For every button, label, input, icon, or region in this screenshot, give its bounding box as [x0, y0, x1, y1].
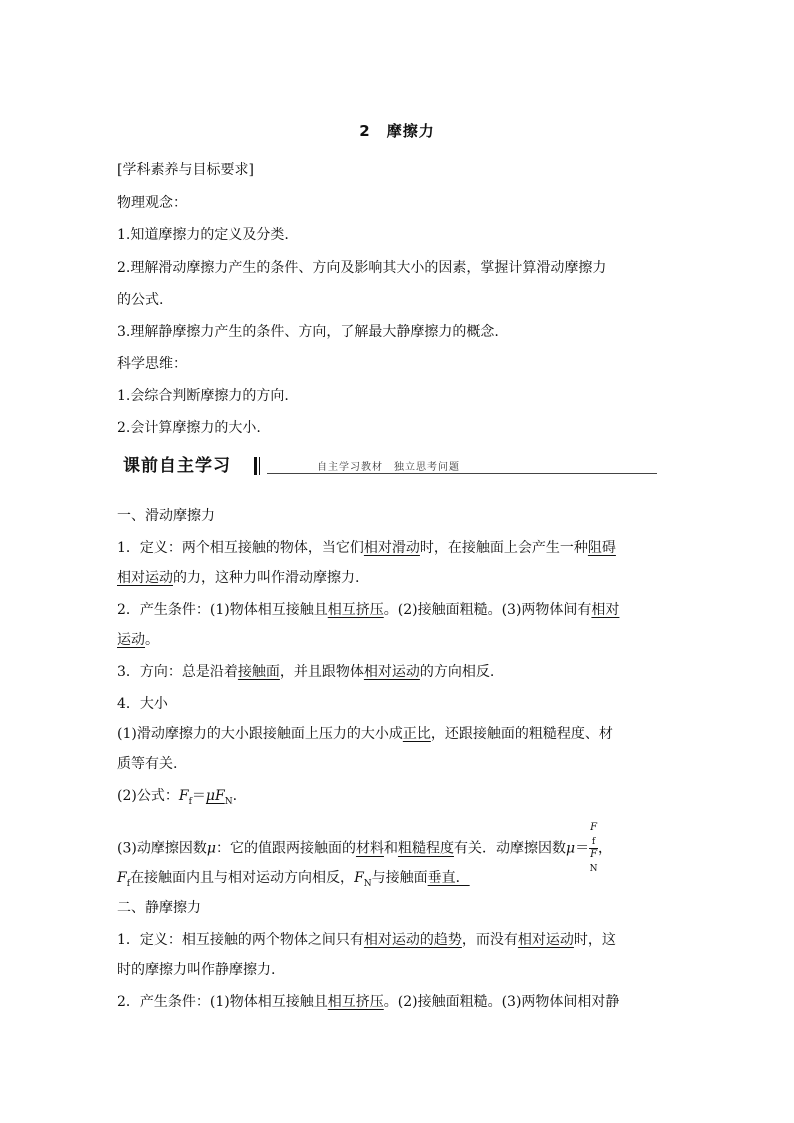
answer-blank: 接触面: [237, 664, 280, 680]
formula-line: [117, 786, 677, 812]
text: ，: [598, 840, 613, 857]
text: ，而没有: [461, 932, 518, 948]
definition-line: [117, 568, 677, 588]
text: 在接触面内且与相对运动方向相反，: [130, 870, 355, 886]
formula-symbol: F: [590, 849, 598, 860]
formula-subscript: f: [126, 878, 131, 889]
formula-subscript: N: [224, 796, 233, 807]
formula-subscript: f: [188, 796, 192, 807]
text: 2．产生条件：(1)物体相互接触且: [117, 994, 328, 1010]
section-heading: 一、滑动摩擦力: [117, 508, 215, 524]
banner-bar: [254, 457, 257, 475]
goal-item: 1.会综合判断摩擦力的方向.: [117, 388, 289, 404]
fraction-numerator: [589, 822, 598, 849]
definition-line: [117, 538, 677, 558]
mu-symbol: μ: [565, 840, 576, 857]
text: 1．定义：两个相互接触的物体，当它们: [117, 540, 364, 556]
formula-symbol: F: [354, 870, 364, 886]
text: ，还跟接触面的粗糙程度、材: [430, 726, 613, 742]
text: 和: [383, 840, 398, 857]
equals-sign: ＝: [191, 788, 206, 804]
section-heading: 二、静摩擦力: [117, 900, 201, 916]
page-title: 2 摩擦力: [359, 122, 435, 140]
goal-item: 1.知道摩擦力的定义及分类.: [117, 227, 289, 243]
answer-blank: 相对运动: [363, 664, 420, 680]
answer-blank: 相对运动的趋势: [363, 932, 462, 948]
text: 时，在接触面上会产生一种: [419, 540, 588, 556]
banner-label: 课前自主学习: [123, 456, 231, 476]
goal-item: 3.理解静摩擦力产生的条件、方向，了解最大静摩擦力的概念.: [117, 324, 499, 340]
answer-blank: 相互挤压: [327, 994, 384, 1010]
physics-concept-label: 物理观念：: [117, 195, 187, 211]
text: (1)滑动摩擦力的大小跟接触面上压力的大小成: [117, 726, 403, 742]
answer-blank: 相对运动: [117, 570, 173, 586]
answer-blank: 材料: [355, 840, 384, 857]
text: 的力，这种力叫作滑动摩擦力.: [173, 570, 360, 586]
formula-subscript: f: [591, 837, 596, 847]
goal-item: 的公式.: [117, 292, 164, 308]
formula-symbol: F: [117, 870, 127, 886]
goals-header: [学科素养与目标要求]: [117, 162, 254, 178]
science-thinking-label: 科学思维：: [117, 356, 187, 372]
size-heading: 4．大小: [117, 696, 168, 712]
goal-item: 2.理解滑动摩擦力产生的条件、方向及影响其大小的因素，掌握计算滑动摩擦力: [117, 260, 607, 276]
text: 3．方向：总是沿着: [117, 664, 238, 680]
text: 有关．动摩擦因数: [453, 840, 566, 857]
text: 1．定义：相互接触的两个物体之间只有: [117, 932, 364, 948]
answer-blank: 正比: [402, 726, 431, 742]
text: 与接触面: [371, 870, 428, 886]
force-note-line: [117, 868, 677, 894]
formula-subscript: N: [589, 864, 598, 874]
text: ：它的值跟两接触面的: [215, 840, 356, 857]
answer-blank: 运动: [117, 632, 145, 648]
answer-blank: 相对: [591, 602, 620, 618]
answer-blank: 相对滑动: [363, 540, 420, 556]
answer-blank: 阻碍: [587, 540, 616, 556]
answer-blank: 粗糙程度: [397, 840, 454, 857]
text: (2)公式：: [117, 788, 179, 804]
text: 2．产生条件：(1)物体相互接触且: [117, 602, 328, 618]
banner-bar-thin: [259, 457, 260, 475]
formula-subscript: N: [363, 878, 372, 889]
answer-blank: 垂直．: [427, 870, 470, 886]
answer-blank: 相互挤压: [327, 602, 384, 618]
formula-symbol: F: [178, 788, 189, 804]
text: ，并且跟物体: [279, 664, 364, 680]
text: .: [232, 788, 238, 804]
section-banner: [117, 455, 657, 477]
formula-symbol: μF: [205, 788, 225, 804]
banner-rule: [267, 473, 657, 474]
size-line: 质等有关.: [117, 756, 178, 772]
condition-line: [117, 992, 677, 1012]
text: 。(2)接触面粗糙。(3)两物体间有: [383, 602, 592, 618]
mu-symbol: μ: [206, 840, 216, 857]
text: 。: [145, 632, 159, 648]
direction-line: [117, 662, 677, 682]
definition-line: [117, 930, 677, 950]
text: 。(2)接触面粗糙。(3)两物体间相对静: [383, 994, 620, 1010]
condition-line: [117, 630, 677, 650]
size-line: [117, 724, 677, 744]
goal-item: 2.会计算摩擦力的大小.: [117, 420, 261, 436]
answer-blank: [205, 788, 233, 807]
banner-subtitle: 自主学习教材 独立思考问题: [317, 462, 460, 473]
text: 的方向相反.: [419, 664, 495, 680]
definition-line: 时的摩擦力叫作静摩擦力.: [117, 962, 276, 978]
text: (3)动摩擦因数: [117, 840, 207, 857]
formula-symbol: F: [590, 822, 598, 833]
text: 时，这: [573, 932, 616, 948]
equals-sign: ＝: [575, 840, 590, 857]
condition-line: [117, 600, 677, 620]
answer-blank: 相对运动: [517, 932, 574, 948]
